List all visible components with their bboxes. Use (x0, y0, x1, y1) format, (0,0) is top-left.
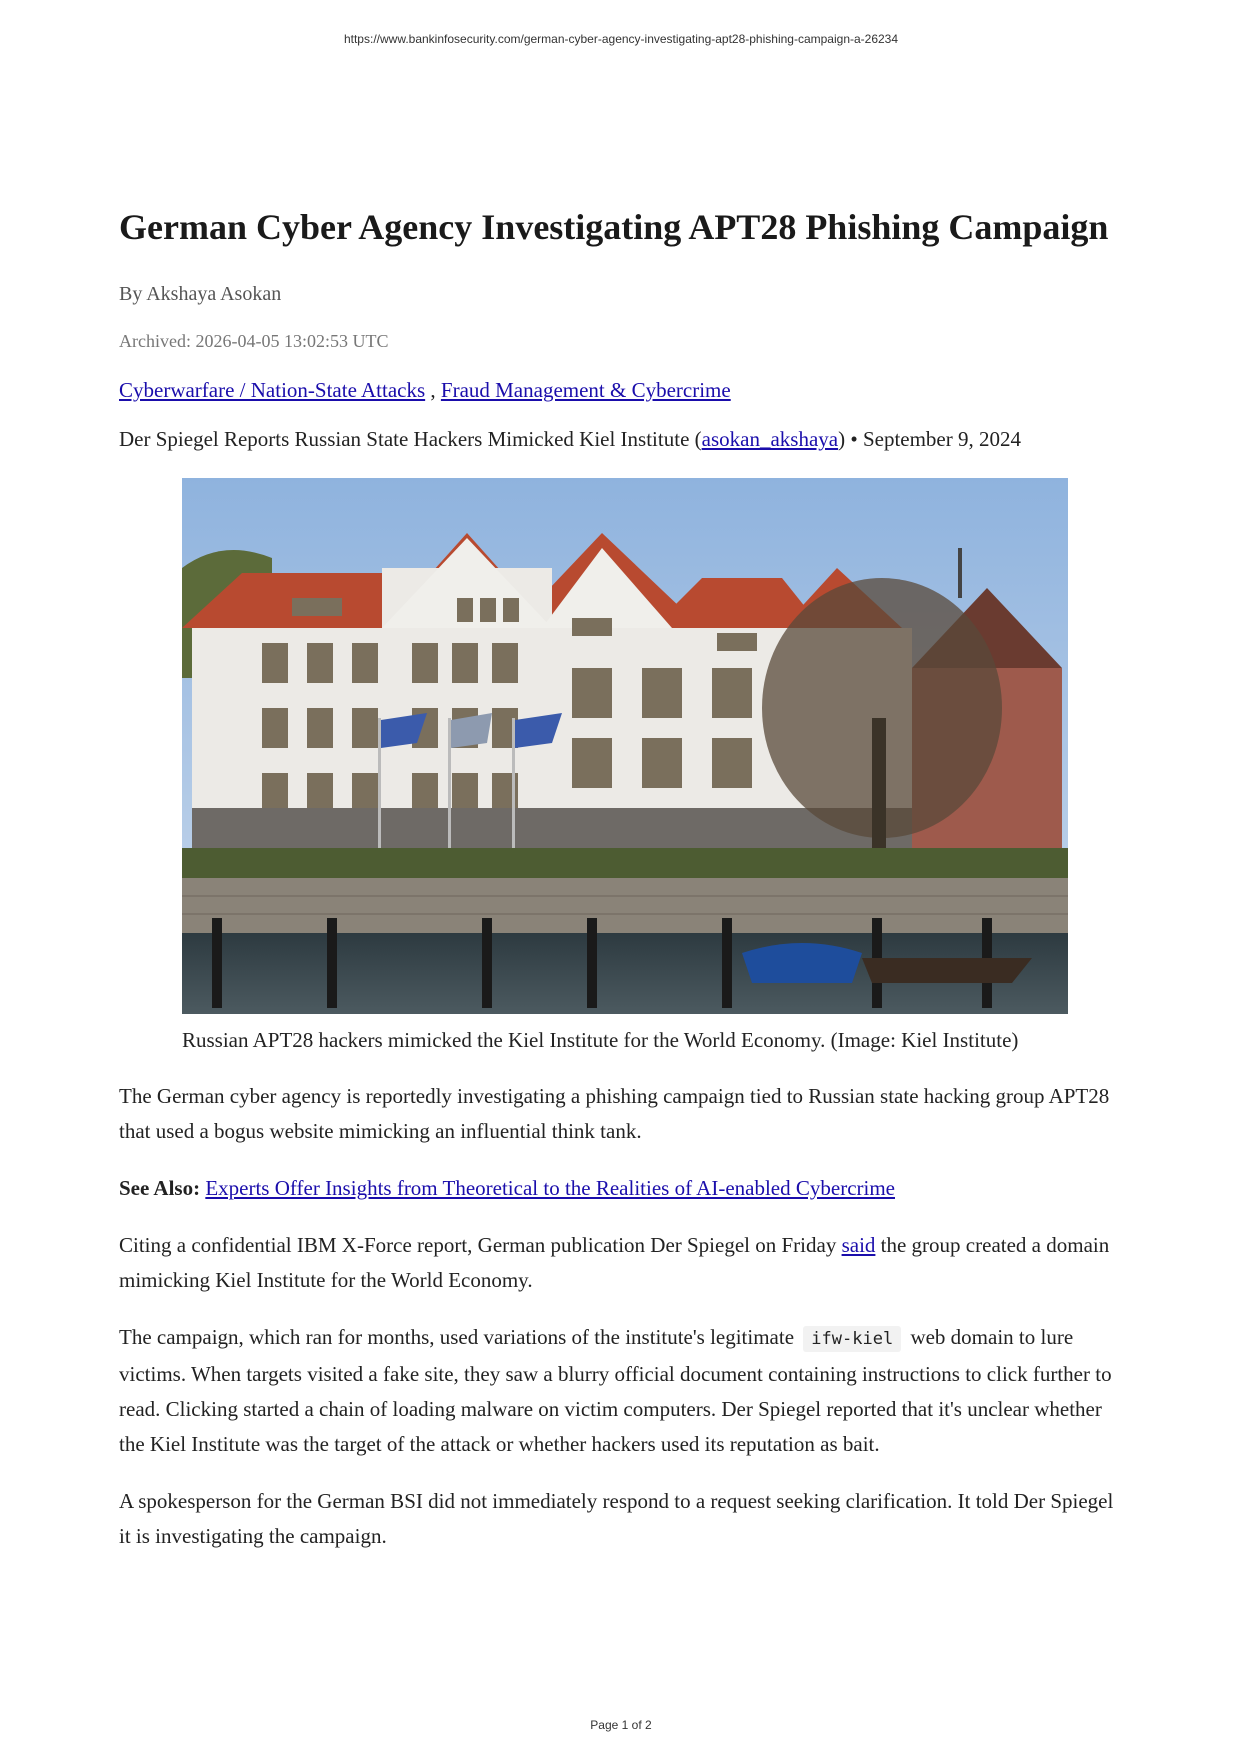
article (119, 205, 1129, 1554)
byline: By Akshaya Asokan (119, 283, 282, 305)
author-handle-link[interactable]: asokan_akshaya (701, 427, 839, 451)
article-figure (182, 478, 1068, 1053)
domain-code: ifw-kiel (803, 1326, 901, 1352)
archived-timestamp: Archived: 2026-04-05 13:02:53 UTC (119, 331, 389, 351)
paragraph-intro: The German cyber agency is reportedly investigating a phishing campaign tied to Russian state hacking group APT28 that used a bogus website mimicking an influential think tank. (119, 1084, 1110, 1143)
category-link-fraud[interactable]: Fraud Management & Cybercrime (440, 378, 731, 402)
page-number: Page 1 of 2 (590, 1718, 652, 1732)
said-link[interactable]: said (841, 1233, 876, 1257)
paragraph-spokesperson: A spokesperson for the German BSI did not immediately respond to a request seeking clarification. It told Der Spiegel it is investigating the campaign. (119, 1489, 1114, 1548)
category-separator: , (425, 378, 441, 402)
paragraph-citing-rest: the group created a domain mimicking Kiel Institute for the World Economy. (119, 1233, 1110, 1292)
subtitle-date: ) • September 9, 2024 (838, 427, 1021, 451)
paragraph-citing-text: Citing a confidential IBM X-Force report, German publication Der Spiegel on Friday (119, 1233, 842, 1257)
see-also (119, 1171, 1129, 1206)
paragraph-campaign-rest: web domain to lure victims. When targets visited a fake site, they saw a blurry official document containing instructions to click further to read. Clicking started a chain of loading malware on victim computers. Der Spiegel reported that it's unclear whether the Kiel Institute was the target of the attack or whether hackers used its reputation as bait. (119, 1325, 1112, 1456)
source-url: https://www.bankinfosecurity.com/german-cyber-agency-investigating-apt28-phishing-campaign-a-26234 (343, 32, 899, 46)
subtitle-text: Der Spiegel Reports Russian State Hackers Mimicked Kiel Institute ( (119, 427, 702, 451)
category-link-cyberwarfare[interactable]: Cyberwarfare / Nation-State Attacks (119, 378, 426, 402)
article-title: German Cyber Agency Investigating APT28 Phishing Campaign (119, 207, 1109, 247)
see-also-link[interactable]: Experts Offer Insights from Theoretical to the Realities of AI-enabled Cybercrime (205, 1176, 895, 1200)
image-caption: Russian APT28 hackers mimicked the Kiel Institute for the World Economy. (Image: Kiel Institute) (182, 1028, 1019, 1052)
category-links (119, 378, 1129, 403)
paragraph-campaign (119, 1320, 1129, 1462)
article-subtitle (119, 427, 1129, 452)
paragraph-citing (119, 1228, 1129, 1298)
kiel-institute-photo (182, 478, 1068, 1014)
paragraph-campaign-text: The campaign, which ran for months, used variations of the institute's legitimate (119, 1325, 800, 1349)
see-also-label: See Also: (119, 1176, 201, 1200)
